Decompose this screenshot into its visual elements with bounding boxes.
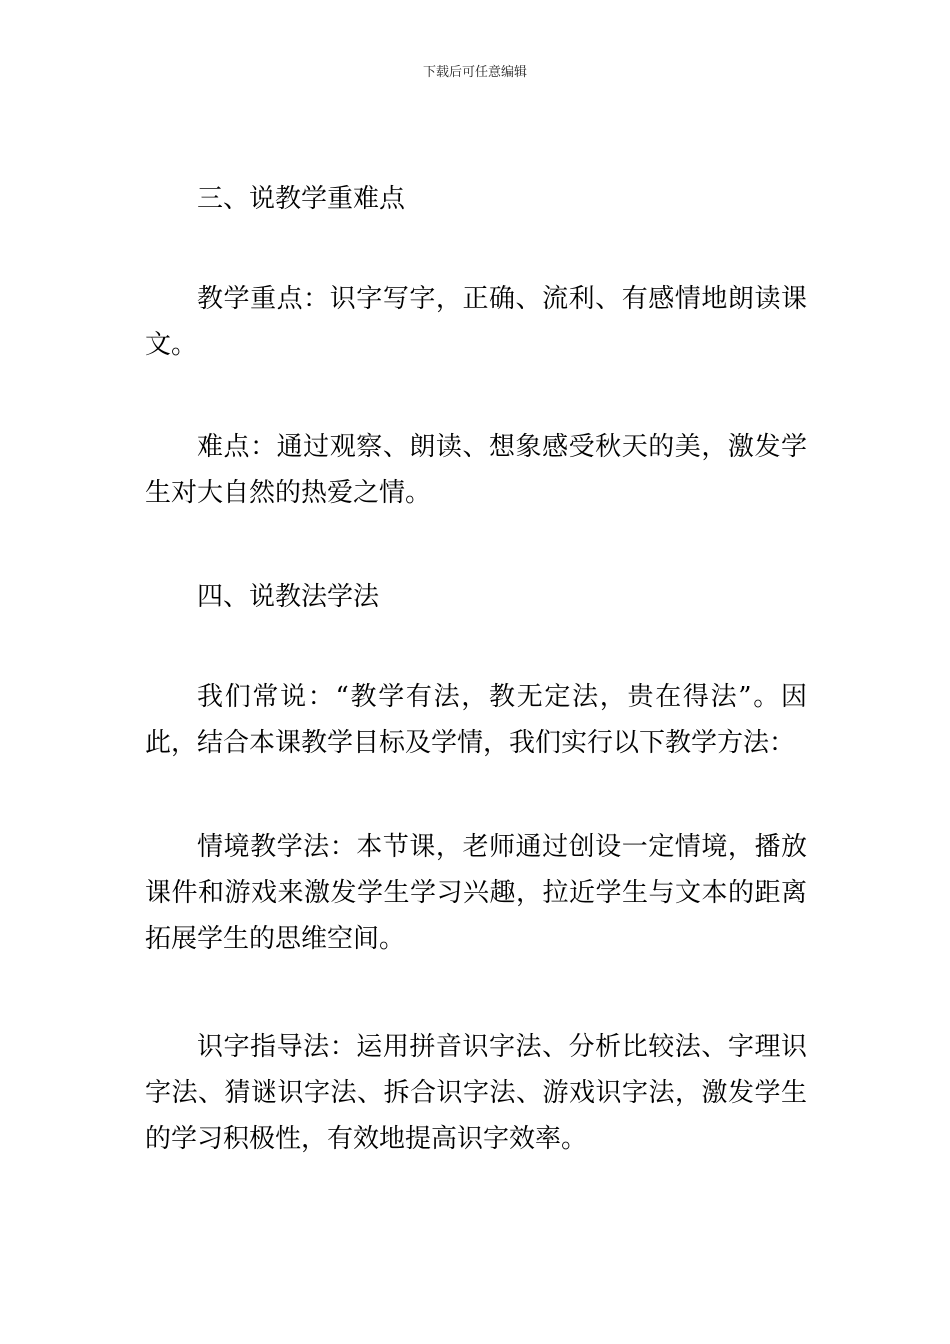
paragraph-literacy-method: 识字指导法：运用拼音识字法、分析比较法、字理识字法、猜谜识字法、拆合识字法、游戏识字法，激发学生的学习积极性，有效地提高识字效率。 (145, 1032, 807, 1154)
page-header: 下载后可任意编辑 (422, 65, 527, 80)
section-heading-methods: 四、说教法学法 (197, 582, 380, 612)
paragraph-difficulties: 难点：通过观察、朗读、想象感受秋天的美，激发学生对大自然的热爱之情。 (145, 432, 807, 508)
paragraph-situational-method: 情境教学法：本节课，老师通过创设一定情境，播放课件和游戏来激发学生学习兴趣，拉近学生与文本的距离拓展学生的思维空间。 (145, 832, 807, 954)
paragraph-methods-intro: 我们常说：“教学有法，教无定法，贵在得法”。因此，结合本课教学目标及学情，我们实行以下教学方法： (145, 682, 807, 758)
paragraph-key-points: 教学重点：识字写字，正确、流利、有感情地朗读课文。 (145, 284, 807, 360)
section-heading-difficulties: 三、说教学重难点 (197, 184, 406, 214)
